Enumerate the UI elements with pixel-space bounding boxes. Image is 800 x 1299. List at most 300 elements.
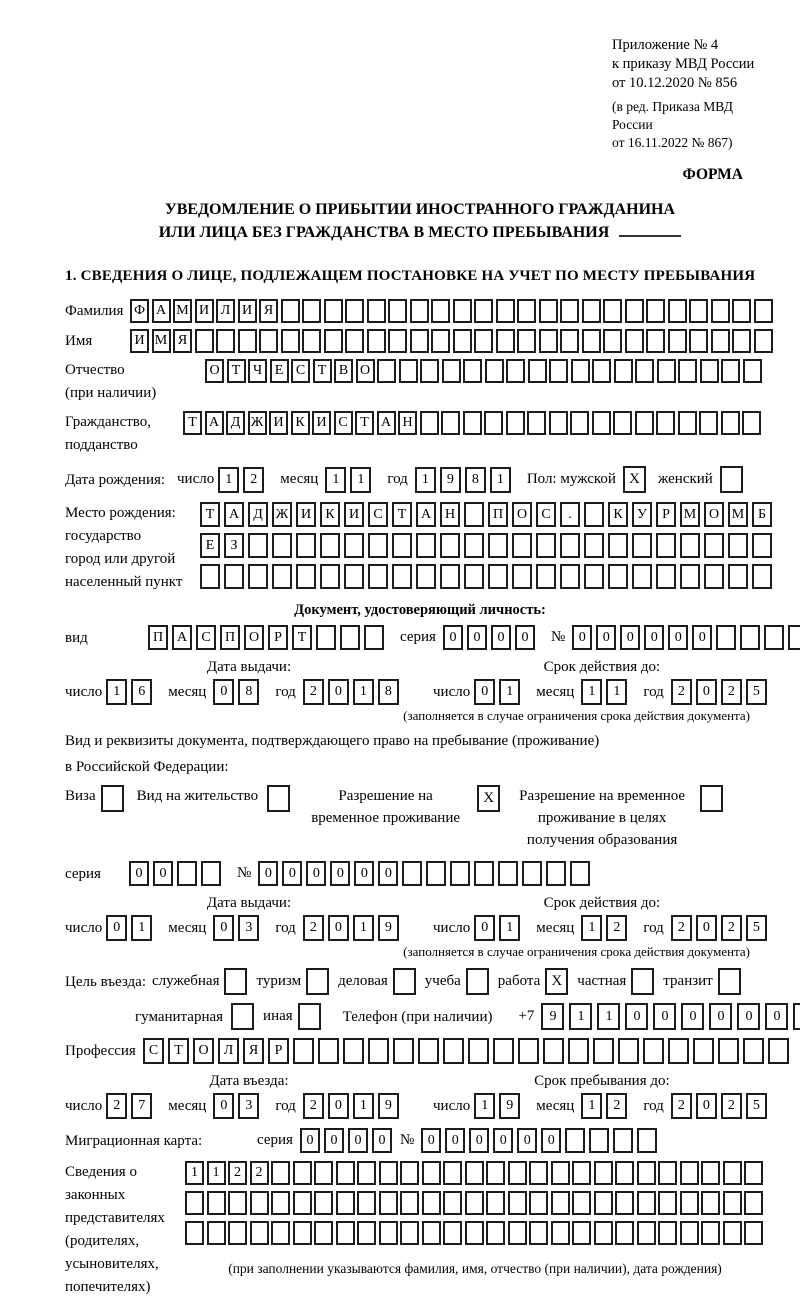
char-cell[interactable] xyxy=(689,329,708,353)
char-cell[interactable] xyxy=(344,564,364,589)
char-cell[interactable]: Р xyxy=(656,502,676,527)
char-cell[interactable] xyxy=(488,564,508,589)
purpose-business-checkbox[interactable] xyxy=(393,968,416,995)
char-cell[interactable] xyxy=(536,564,556,589)
char-cell[interactable]: 2 xyxy=(721,679,742,705)
char-cell[interactable] xyxy=(635,411,654,435)
char-cell[interactable] xyxy=(426,861,446,886)
char-cell[interactable] xyxy=(560,564,580,589)
char-cell[interactable]: 1 xyxy=(606,679,627,705)
char-cell[interactable] xyxy=(410,329,429,353)
char-cell[interactable] xyxy=(549,411,568,435)
char-cell[interactable] xyxy=(551,1191,570,1215)
char-cell[interactable] xyxy=(314,1191,333,1215)
char-cell[interactable] xyxy=(463,411,482,435)
char-cell[interactable] xyxy=(486,1191,505,1215)
char-cell[interactable] xyxy=(658,1191,677,1215)
char-cell[interactable]: С xyxy=(196,625,216,650)
char-cell[interactable]: 0 xyxy=(330,861,350,886)
char-cell[interactable] xyxy=(539,329,558,353)
char-cell[interactable] xyxy=(711,299,730,323)
char-cell[interactable] xyxy=(416,533,436,558)
char-cell[interactable] xyxy=(464,502,484,527)
char-cell[interactable]: 0 xyxy=(153,861,173,886)
char-cell[interactable] xyxy=(701,1191,720,1215)
char-cell[interactable]: 0 xyxy=(653,1003,676,1030)
char-cell[interactable] xyxy=(637,1191,656,1215)
char-cell[interactable] xyxy=(324,299,343,323)
char-cell[interactable] xyxy=(656,564,676,589)
char-cell[interactable]: 2 xyxy=(303,679,324,705)
char-cell[interactable] xyxy=(658,1221,677,1245)
char-cell[interactable] xyxy=(571,359,590,383)
char-cell[interactable] xyxy=(364,625,384,650)
char-cell[interactable] xyxy=(668,329,687,353)
char-cell[interactable] xyxy=(443,1038,464,1064)
char-cell[interactable] xyxy=(551,1221,570,1245)
char-cell[interactable] xyxy=(420,359,439,383)
char-cell[interactable] xyxy=(296,533,316,558)
char-cell[interactable]: Н xyxy=(440,502,460,527)
purpose-humanitarian-checkbox[interactable] xyxy=(231,1003,254,1030)
char-cell[interactable]: 1 xyxy=(325,467,346,493)
char-cell[interactable]: 0 xyxy=(324,1128,344,1153)
char-cell[interactable]: 5 xyxy=(746,1093,767,1119)
char-cell[interactable] xyxy=(357,1221,376,1245)
char-cell[interactable] xyxy=(754,299,773,323)
char-cell[interactable] xyxy=(238,329,257,353)
char-cell[interactable] xyxy=(281,299,300,323)
char-cell[interactable]: 2 xyxy=(606,1093,627,1119)
char-cell[interactable]: Т xyxy=(355,411,374,435)
char-cell[interactable]: Р xyxy=(268,1038,289,1064)
char-cell[interactable]: 2 xyxy=(721,915,742,941)
char-cell[interactable] xyxy=(728,533,748,558)
char-cell[interactable]: 1 xyxy=(490,467,511,493)
char-cell[interactable] xyxy=(646,329,665,353)
char-cell[interactable] xyxy=(603,299,622,323)
char-cell[interactable] xyxy=(701,1221,720,1245)
char-cell[interactable]: С xyxy=(143,1038,164,1064)
char-cell[interactable]: Е xyxy=(270,359,289,383)
char-cell[interactable]: 0 xyxy=(469,1128,489,1153)
char-cell[interactable]: Д xyxy=(226,411,245,435)
purpose-study-checkbox[interactable] xyxy=(466,968,489,995)
char-cell[interactable] xyxy=(345,299,364,323)
char-cell[interactable] xyxy=(418,1038,439,1064)
char-cell[interactable]: 1 xyxy=(499,915,520,941)
char-cell[interactable] xyxy=(320,564,340,589)
char-cell[interactable]: 9 xyxy=(378,915,399,941)
char-cell[interactable]: И xyxy=(238,299,257,323)
char-cell[interactable] xyxy=(200,564,220,589)
char-cell[interactable] xyxy=(293,1191,312,1215)
char-cell[interactable] xyxy=(293,1038,314,1064)
char-cell[interactable]: 0 xyxy=(443,625,463,650)
char-cell[interactable]: 9 xyxy=(440,467,461,493)
char-cell[interactable] xyxy=(744,1221,763,1245)
purpose-transit-checkbox[interactable] xyxy=(718,968,741,995)
char-cell[interactable]: 1 xyxy=(106,679,127,705)
char-cell[interactable] xyxy=(431,299,450,323)
char-cell[interactable] xyxy=(296,564,316,589)
char-cell[interactable] xyxy=(512,564,532,589)
char-cell[interactable] xyxy=(195,329,214,353)
char-cell[interactable]: 0 xyxy=(378,861,398,886)
char-cell[interactable]: О xyxy=(704,502,724,527)
char-cell[interactable] xyxy=(608,564,628,589)
char-cell[interactable]: 0 xyxy=(421,1128,441,1153)
char-cell[interactable]: 0 xyxy=(300,1128,320,1153)
char-cell[interactable] xyxy=(185,1191,204,1215)
char-cell[interactable] xyxy=(250,1221,269,1245)
char-cell[interactable] xyxy=(635,359,654,383)
char-cell[interactable] xyxy=(528,359,547,383)
char-cell[interactable] xyxy=(302,299,321,323)
char-cell[interactable] xyxy=(740,625,760,650)
char-cell[interactable] xyxy=(536,533,556,558)
char-cell[interactable]: С xyxy=(334,411,353,435)
char-cell[interactable] xyxy=(506,359,525,383)
char-cell[interactable] xyxy=(201,861,221,886)
char-cell[interactable]: 0 xyxy=(213,679,234,705)
char-cell[interactable]: В xyxy=(334,359,353,383)
char-cell[interactable]: Д xyxy=(248,502,268,527)
char-cell[interactable] xyxy=(422,1191,441,1215)
char-cell[interactable]: 0 xyxy=(668,625,688,650)
char-cell[interactable] xyxy=(754,329,773,353)
char-cell[interactable]: 5 xyxy=(746,915,767,941)
char-cell[interactable]: 0 xyxy=(709,1003,732,1030)
char-cell[interactable] xyxy=(592,411,611,435)
char-cell[interactable]: 3 xyxy=(238,915,259,941)
char-cell[interactable]: М xyxy=(173,299,192,323)
char-cell[interactable] xyxy=(618,1038,639,1064)
char-cell[interactable] xyxy=(400,1161,419,1185)
char-cell[interactable]: 1 xyxy=(131,915,152,941)
char-cell[interactable]: 0 xyxy=(258,861,278,886)
char-cell[interactable] xyxy=(453,329,472,353)
char-cell[interactable]: 1 xyxy=(353,679,374,705)
char-cell[interactable]: 0 xyxy=(625,1003,648,1030)
char-cell[interactable]: 2 xyxy=(671,915,692,941)
char-cell[interactable] xyxy=(388,329,407,353)
char-cell[interactable]: А xyxy=(205,411,224,435)
char-cell[interactable] xyxy=(522,861,542,886)
char-cell[interactable] xyxy=(465,1221,484,1245)
char-cell[interactable] xyxy=(693,1038,714,1064)
char-cell[interactable] xyxy=(272,533,292,558)
char-cell[interactable]: М xyxy=(680,502,700,527)
char-cell[interactable] xyxy=(272,564,292,589)
char-cell[interactable] xyxy=(486,1221,505,1245)
char-cell[interactable]: 2 xyxy=(243,467,264,493)
char-cell[interactable] xyxy=(450,861,470,886)
char-cell[interactable] xyxy=(657,359,676,383)
char-cell[interactable] xyxy=(465,1191,484,1215)
char-cell[interactable] xyxy=(508,1221,527,1245)
char-cell[interactable]: Т xyxy=(313,359,332,383)
char-cell[interactable]: 0 xyxy=(306,861,326,886)
purpose-work-checkbox[interactable]: X xyxy=(545,968,568,995)
char-cell[interactable]: Я xyxy=(173,329,192,353)
char-cell[interactable] xyxy=(700,359,719,383)
char-cell[interactable]: 0 xyxy=(696,1093,717,1119)
char-cell[interactable] xyxy=(680,533,700,558)
char-cell[interactable]: 0 xyxy=(596,625,616,650)
char-cell[interactable]: 2 xyxy=(106,1093,127,1119)
char-cell[interactable]: 0 xyxy=(515,625,535,650)
char-cell[interactable] xyxy=(431,329,450,353)
char-cell[interactable] xyxy=(678,359,697,383)
char-cell[interactable] xyxy=(463,359,482,383)
char-cell[interactable] xyxy=(680,1191,699,1215)
char-cell[interactable] xyxy=(379,1221,398,1245)
char-cell[interactable] xyxy=(568,1038,589,1064)
char-cell[interactable]: Б xyxy=(752,502,772,527)
char-cell[interactable] xyxy=(367,299,386,323)
char-cell[interactable] xyxy=(721,359,740,383)
char-cell[interactable] xyxy=(340,625,360,650)
char-cell[interactable] xyxy=(422,1161,441,1185)
char-cell[interactable] xyxy=(368,1038,389,1064)
char-cell[interactable] xyxy=(668,1038,689,1064)
char-cell[interactable] xyxy=(594,1191,613,1215)
char-cell[interactable] xyxy=(752,533,772,558)
char-cell[interactable] xyxy=(228,1221,247,1245)
char-cell[interactable]: Я xyxy=(243,1038,264,1064)
char-cell[interactable] xyxy=(732,299,751,323)
char-cell[interactable] xyxy=(517,299,536,323)
char-cell[interactable] xyxy=(498,861,518,886)
char-cell[interactable]: П xyxy=(488,502,508,527)
char-cell[interactable] xyxy=(379,1191,398,1215)
char-cell[interactable]: 5 xyxy=(746,679,767,705)
char-cell[interactable] xyxy=(615,1221,634,1245)
char-cell[interactable] xyxy=(443,1221,462,1245)
char-cell[interactable]: Е xyxy=(200,533,220,558)
purpose-tourism-checkbox[interactable] xyxy=(306,968,329,995)
char-cell[interactable]: А xyxy=(416,502,436,527)
gender-female-checkbox[interactable] xyxy=(720,466,743,493)
char-cell[interactable]: 2 xyxy=(228,1161,247,1185)
char-cell[interactable] xyxy=(377,359,396,383)
char-cell[interactable] xyxy=(615,1191,634,1215)
residence-permit-checkbox[interactable] xyxy=(267,785,290,812)
char-cell[interactable] xyxy=(506,411,525,435)
char-cell[interactable] xyxy=(512,533,532,558)
char-cell[interactable]: Ф xyxy=(130,299,149,323)
temp-permit-checkbox[interactable]: X xyxy=(477,785,500,812)
char-cell[interactable] xyxy=(637,1161,656,1185)
char-cell[interactable] xyxy=(343,1038,364,1064)
char-cell[interactable] xyxy=(625,299,644,323)
char-cell[interactable] xyxy=(508,1161,527,1185)
char-cell[interactable] xyxy=(560,533,580,558)
char-cell[interactable] xyxy=(281,329,300,353)
char-cell[interactable]: Р xyxy=(268,625,288,650)
char-cell[interactable] xyxy=(680,564,700,589)
char-cell[interactable] xyxy=(248,533,268,558)
char-cell[interactable] xyxy=(320,533,340,558)
char-cell[interactable]: 1 xyxy=(350,467,371,493)
char-cell[interactable] xyxy=(551,1161,570,1185)
char-cell[interactable] xyxy=(344,533,364,558)
char-cell[interactable]: 0 xyxy=(474,915,495,941)
char-cell[interactable] xyxy=(465,1161,484,1185)
char-cell[interactable]: 0 xyxy=(737,1003,760,1030)
char-cell[interactable] xyxy=(529,1191,548,1215)
char-cell[interactable]: Т xyxy=(168,1038,189,1064)
char-cell[interactable] xyxy=(474,329,493,353)
char-cell[interactable] xyxy=(614,359,633,383)
char-cell[interactable] xyxy=(271,1191,290,1215)
char-cell[interactable]: . xyxy=(560,502,580,527)
char-cell[interactable] xyxy=(440,533,460,558)
char-cell[interactable]: 0 xyxy=(644,625,664,650)
char-cell[interactable] xyxy=(689,299,708,323)
char-cell[interactable]: 8 xyxy=(378,679,399,705)
char-cell[interactable] xyxy=(699,411,718,435)
char-cell[interactable]: И xyxy=(296,502,316,527)
char-cell[interactable]: 2 xyxy=(250,1161,269,1185)
char-cell[interactable] xyxy=(392,564,412,589)
char-cell[interactable] xyxy=(768,1038,789,1064)
char-cell[interactable]: 2 xyxy=(671,1093,692,1119)
char-cell[interactable]: Т xyxy=(200,502,220,527)
char-cell[interactable]: 0 xyxy=(692,625,712,650)
char-cell[interactable] xyxy=(336,1191,355,1215)
char-cell[interactable] xyxy=(177,861,197,886)
char-cell[interactable] xyxy=(486,1161,505,1185)
char-cell[interactable] xyxy=(788,625,800,650)
purpose-official-checkbox[interactable] xyxy=(224,968,247,995)
char-cell[interactable] xyxy=(744,1191,763,1215)
char-cell[interactable]: А xyxy=(152,299,171,323)
char-cell[interactable]: 0 xyxy=(491,625,511,650)
char-cell[interactable] xyxy=(594,1221,613,1245)
char-cell[interactable] xyxy=(464,564,484,589)
char-cell[interactable]: Н xyxy=(398,411,417,435)
char-cell[interactable]: С xyxy=(368,502,388,527)
char-cell[interactable] xyxy=(493,1038,514,1064)
char-cell[interactable] xyxy=(410,299,429,323)
gender-male-checkbox[interactable]: X xyxy=(623,466,646,493)
char-cell[interactable] xyxy=(680,1161,699,1185)
char-cell[interactable]: 7 xyxy=(131,1093,152,1119)
char-cell[interactable]: 0 xyxy=(493,1128,513,1153)
char-cell[interactable] xyxy=(764,625,784,650)
char-cell[interactable] xyxy=(388,299,407,323)
char-cell[interactable]: 0 xyxy=(354,861,374,886)
char-cell[interactable] xyxy=(484,411,503,435)
char-cell[interactable] xyxy=(302,329,321,353)
char-cell[interactable] xyxy=(723,1161,742,1185)
char-cell[interactable] xyxy=(584,502,604,527)
char-cell[interactable] xyxy=(207,1221,226,1245)
char-cell[interactable] xyxy=(615,1161,634,1185)
char-cell[interactable]: 1 xyxy=(474,1093,495,1119)
char-cell[interactable] xyxy=(441,411,460,435)
char-cell[interactable] xyxy=(474,861,494,886)
char-cell[interactable] xyxy=(723,1191,742,1215)
char-cell[interactable]: Ж xyxy=(248,411,267,435)
char-cell[interactable] xyxy=(496,329,515,353)
char-cell[interactable] xyxy=(488,533,508,558)
char-cell[interactable] xyxy=(656,411,675,435)
char-cell[interactable]: 0 xyxy=(106,915,127,941)
char-cell[interactable] xyxy=(678,411,697,435)
char-cell[interactable] xyxy=(539,299,558,323)
char-cell[interactable] xyxy=(402,861,422,886)
char-cell[interactable]: Ч xyxy=(248,359,267,383)
char-cell[interactable]: 1 xyxy=(207,1161,226,1185)
char-cell[interactable]: И xyxy=(312,411,331,435)
char-cell[interactable] xyxy=(637,1128,657,1153)
char-cell[interactable] xyxy=(570,411,589,435)
char-cell[interactable] xyxy=(518,1038,539,1064)
char-cell[interactable] xyxy=(560,329,579,353)
char-cell[interactable] xyxy=(637,1221,656,1245)
char-cell[interactable] xyxy=(440,564,460,589)
char-cell[interactable] xyxy=(453,299,472,323)
char-cell[interactable]: К xyxy=(320,502,340,527)
char-cell[interactable]: 0 xyxy=(696,679,717,705)
char-cell[interactable] xyxy=(593,1038,614,1064)
char-cell[interactable] xyxy=(643,1038,664,1064)
char-cell[interactable] xyxy=(584,533,604,558)
char-cell[interactable] xyxy=(400,1221,419,1245)
char-cell[interactable] xyxy=(565,1128,585,1153)
char-cell[interactable]: 0 xyxy=(572,625,592,650)
char-cell[interactable] xyxy=(185,1221,204,1245)
char-cell[interactable]: 1 xyxy=(569,1003,592,1030)
char-cell[interactable] xyxy=(468,1038,489,1064)
char-cell[interactable]: М xyxy=(728,502,748,527)
char-cell[interactable]: Т xyxy=(292,625,312,650)
char-cell[interactable]: 1 xyxy=(499,679,520,705)
char-cell[interactable] xyxy=(368,564,388,589)
char-cell[interactable]: 1 xyxy=(353,915,374,941)
char-cell[interactable] xyxy=(592,359,611,383)
char-cell[interactable] xyxy=(603,329,622,353)
char-cell[interactable] xyxy=(336,1161,355,1185)
char-cell[interactable]: 0 xyxy=(372,1128,392,1153)
char-cell[interactable] xyxy=(529,1221,548,1245)
char-cell[interactable] xyxy=(608,533,628,558)
char-cell[interactable] xyxy=(442,359,461,383)
char-cell[interactable] xyxy=(701,1161,720,1185)
char-cell[interactable] xyxy=(250,1191,269,1215)
char-cell[interactable] xyxy=(318,1038,339,1064)
char-cell[interactable] xyxy=(743,359,762,383)
char-cell[interactable] xyxy=(228,1191,247,1215)
char-cell[interactable]: А xyxy=(377,411,396,435)
char-cell[interactable] xyxy=(723,1221,742,1245)
char-cell[interactable]: У xyxy=(632,502,652,527)
char-cell[interactable] xyxy=(632,533,652,558)
char-cell[interactable]: 1 xyxy=(581,679,602,705)
char-cell[interactable] xyxy=(293,1221,312,1245)
char-cell[interactable] xyxy=(625,329,644,353)
char-cell[interactable] xyxy=(716,625,736,650)
char-cell[interactable] xyxy=(646,299,665,323)
char-cell[interactable] xyxy=(613,411,632,435)
char-cell[interactable]: И xyxy=(130,329,149,353)
char-cell[interactable] xyxy=(572,1221,591,1245)
char-cell[interactable] xyxy=(658,1161,677,1185)
char-cell[interactable] xyxy=(314,1161,333,1185)
